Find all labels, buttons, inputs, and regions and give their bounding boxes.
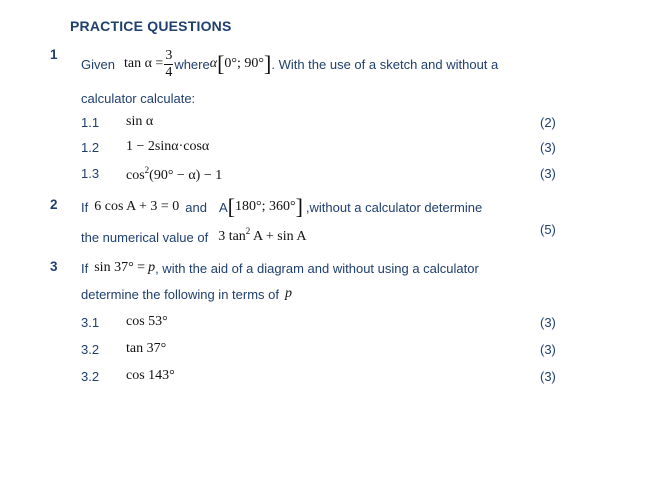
question-1-number: 1 bbox=[50, 47, 58, 62]
q2-expr-tan: 3 tan bbox=[218, 229, 246, 244]
q3-equation: sin 37° = bbox=[94, 260, 146, 275]
question-3-number: 3 bbox=[50, 259, 58, 274]
q1-close-bracket: ] bbox=[264, 51, 272, 76]
q1-open-bracket: [ bbox=[217, 51, 225, 76]
q3-rest-text: , with the aid of a diagram and without using a calculator bbox=[155, 260, 479, 276]
question-3-statement bbox=[81, 257, 479, 279]
q3-part-marks: (3) bbox=[540, 369, 556, 384]
q3-part-expression: cos 143° bbox=[126, 368, 175, 383]
q1-rest-text: . With the use of a sketch and without a bbox=[271, 56, 499, 72]
q1-3-exponent: 2 bbox=[144, 165, 150, 175]
q3-line2 bbox=[81, 286, 292, 302]
q1-given-text: Given bbox=[81, 56, 115, 72]
q1-where-text: where bbox=[174, 56, 210, 72]
q2-interval: 180°; 360° bbox=[234, 199, 296, 214]
q1-3-cos: cos bbox=[126, 168, 145, 183]
q2-rest-text: ,without a calculator determine bbox=[305, 199, 483, 215]
question-1-statement bbox=[81, 46, 498, 82]
q1-interval: 0°; 90° bbox=[224, 56, 265, 71]
q3-p-variable: p bbox=[284, 286, 292, 301]
q2-equation: 6 cos A + 3 = 0 bbox=[94, 199, 180, 214]
q2-line2-text: the numerical value of bbox=[81, 229, 209, 245]
q1-fraction-numerator: 3 bbox=[165, 47, 173, 63]
q1-fraction-denominator: 4 bbox=[165, 64, 173, 80]
q1-alpha: α bbox=[209, 56, 218, 71]
q2-and-text: and bbox=[185, 199, 207, 215]
q1-line2: calculator calculate: bbox=[81, 91, 196, 106]
q2-expr-exponent: 2 bbox=[245, 226, 251, 236]
q1-part-label: 1.2 bbox=[81, 140, 100, 155]
q1-part-expression bbox=[126, 165, 223, 184]
q2-a-text: A bbox=[218, 199, 228, 215]
q3-line2-text: determine the following in terms of bbox=[81, 286, 279, 302]
q3-if-text: If bbox=[81, 260, 89, 276]
q1-tan-lhs: tan α = bbox=[123, 56, 164, 71]
q3-part-marks: (3) bbox=[540, 315, 556, 330]
q1-part-expression: sin α bbox=[126, 114, 154, 129]
q1-part-label: 1.3 bbox=[81, 166, 100, 181]
q3-part-label: 3.2 bbox=[81, 369, 100, 384]
q2-expr-rest: A + sin A bbox=[250, 229, 307, 244]
q3-part-expression: cos 53° bbox=[126, 314, 168, 329]
q1-part-marks: (3) bbox=[540, 140, 556, 155]
q2-close-bracket: ] bbox=[295, 194, 303, 219]
q3-part-label: 3.2 bbox=[81, 342, 100, 357]
page-title: PRACTICE QUESTIONS bbox=[70, 18, 232, 34]
q2-expression bbox=[218, 226, 307, 245]
q1-part-marks: (2) bbox=[540, 115, 556, 130]
q3-part-marks: (3) bbox=[540, 342, 556, 357]
q1-fraction bbox=[164, 49, 173, 80]
q2-marks: (5) bbox=[540, 222, 556, 237]
question-2-number: 2 bbox=[50, 197, 58, 212]
q3-part-expression: tan 37° bbox=[126, 341, 167, 356]
q2-open-bracket: [ bbox=[227, 194, 235, 219]
q3-part-label: 3.1 bbox=[81, 315, 100, 330]
q2-line2 bbox=[81, 226, 307, 245]
q1-part-expression: 1 − 2sinα·cosα bbox=[126, 139, 210, 154]
q2-if-text: If bbox=[81, 199, 89, 215]
q1-3-argument: (90° − α) − 1 bbox=[149, 168, 223, 183]
q1-part-label: 1.1 bbox=[81, 115, 100, 130]
question-2-statement bbox=[81, 195, 482, 219]
q1-part-marks: (3) bbox=[540, 166, 556, 181]
q3-p-symbol: p bbox=[148, 260, 156, 275]
